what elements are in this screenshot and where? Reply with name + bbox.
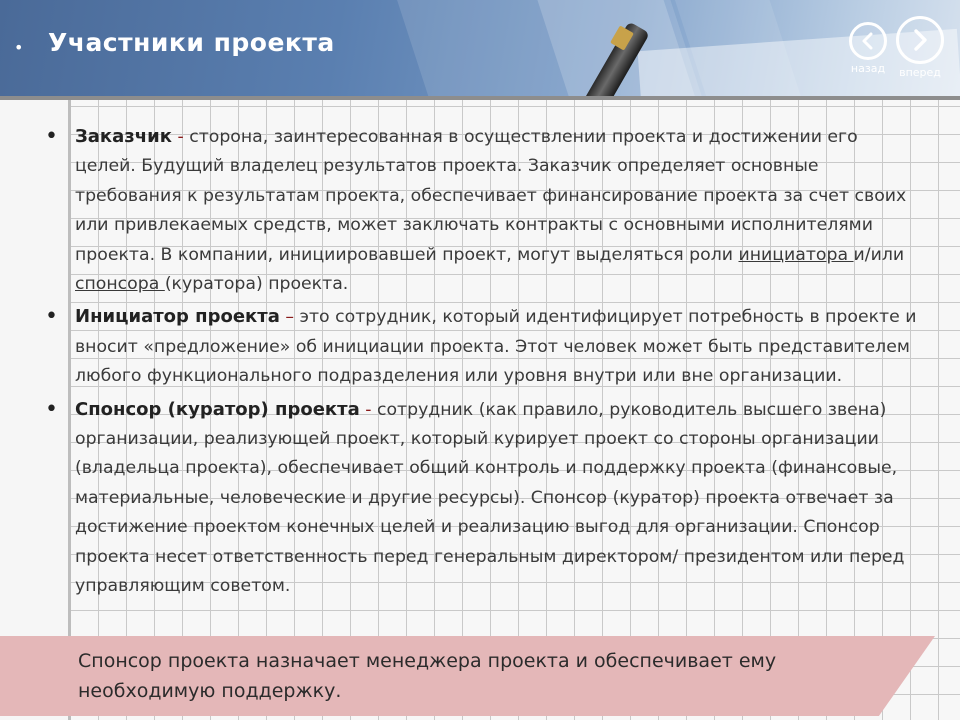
- chevron-left-icon: [849, 22, 887, 60]
- title-bullet: •: [14, 38, 24, 57]
- list-item-sponsor: [40, 395, 920, 602]
- term-customer: Заказчик: [75, 126, 172, 147]
- nav-back-label: назад: [850, 62, 886, 75]
- term-initiator: Инициатор проекта: [75, 306, 280, 328]
- bullet-icon: •: [45, 124, 58, 149]
- nav-forward-label: вперед: [899, 66, 941, 79]
- list-item-initiator: [40, 302, 920, 391]
- term-separator: –: [279, 307, 300, 328]
- link-initiator[interactable]: инициатора: [738, 244, 854, 265]
- bullet-icon: •: [45, 396, 58, 422]
- chevron-right-icon: [896, 16, 944, 64]
- content-list: [40, 122, 920, 605]
- list-item-customer: [40, 122, 920, 299]
- item-text: сотрудник (как правило, руководитель высшего звена) организации, реализующей проект, который курирует проект со стороны организации (владельца проекта), обеспечивает общий контроль и поддержку проекта (финансовые, материальные, человеческие и другие ресурсы). Спонсор (куратор) проекта отвечает за достижение проектом конечных целей и реализацию выгод для организации. Спонсор проекта несет ответственность перед генеральным директором/ президентом или перед управляющим советом.: [75, 399, 905, 597]
- link-sponsor[interactable]: спонсора: [75, 274, 165, 295]
- nav-back-button[interactable]: [848, 22, 888, 75]
- item-text: и/или: [853, 244, 905, 265]
- term-separator: -: [359, 399, 377, 420]
- page-title: Участники проекта: [48, 28, 335, 57]
- footer-note: Спонсор проекта назначает менеджера проекта и обеспечивает ему необходимую поддержку.: [78, 650, 777, 702]
- item-text: это сотрудник, который идентифицирует потребность в проекте и вносит «предложение» об инициации проекта. Этот человек может быть представителем любого функционального подразделения или уровня внутри или вне организации.: [75, 307, 917, 387]
- term-separator: -: [171, 127, 190, 147]
- term-sponsor: Спонсор (куратор) проекта: [75, 398, 360, 420]
- item-text: (куратора) проекта.: [164, 274, 349, 295]
- item-text: сторона, заинтересованная в осуществлении проекта и достижении его целей. Будущий владелец результатов проекта. Заказчик определяет основные требования к результатам проекта, обеспечивает финансирование проекта за счет своих или привлекаемых средств, может заключать контракты с основными исполнителями проекта. В компании, инициировавшей проект, могут выделяться роли: [75, 127, 907, 265]
- nav-forward-button[interactable]: [894, 16, 946, 79]
- bullet-icon: •: [45, 304, 58, 330]
